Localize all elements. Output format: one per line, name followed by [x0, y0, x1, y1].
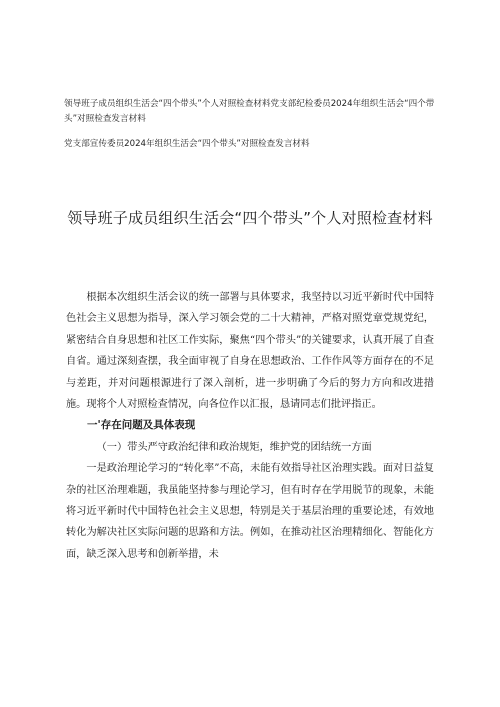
intro-paragraph: 根据本次组织生活会议的统一部署与具体要求，我坚持以习近平新时代中国特色社会主义思想为指导，深入学习领会党的二十大精神，严格对照党章党规党纪，紧密结合自身思想和社区工作实际，聚焦“四个带头”的关键要求，认真开展了自查自省。通过深刻查摆，我全面审视了自身在思想政治、工作作风等方面存在的不足与差距，并对问题根源进行了深入剖析，进一步明确了今后的努力方向和改进措施。现将个人对照检查情况，向各位作以汇报，恳请同志们批评指正。 [66, 292, 434, 411]
table-of-contents [64, 97, 454, 162]
body-paragraph: 一是政治理论学习的“转化率”不高，未能有效指导社区治理实践。面对日益复杂的社区治理难题，我虽能坚持参与理论学习，但有时存在学用脱节的现象，未能将习近平新时代中国特色社会主义思想，特别是关于基层治理的重要论述，有效地转化为解决社区实际问题的思路和方法。例如，在推动社区治理精细化、智能化方面，缺乏深入思考和创新举措，未 [66, 463, 434, 560]
toc-item[interactable]: 领导班子成员组织生活会“四个带头”个人对照检查材料党支部纪检委员2024年组织生活会“四个带头”对照检查发言材料 [64, 99, 435, 124]
document-title: 领导班子成员组织生活会“四个带头”个人对照检查材料 [67, 209, 433, 227]
section-heading: 一'存在问题及具体表现 [87, 419, 196, 432]
document-body [66, 287, 434, 565]
subsection-heading: （一）带头严守政治纪律和政治规矩，维护党的团结统一方面 [96, 441, 372, 453]
toc-item[interactable]: 党支部宣传委员2024年组织生活会“四个带头”对照检查发言材料 [64, 139, 310, 149]
